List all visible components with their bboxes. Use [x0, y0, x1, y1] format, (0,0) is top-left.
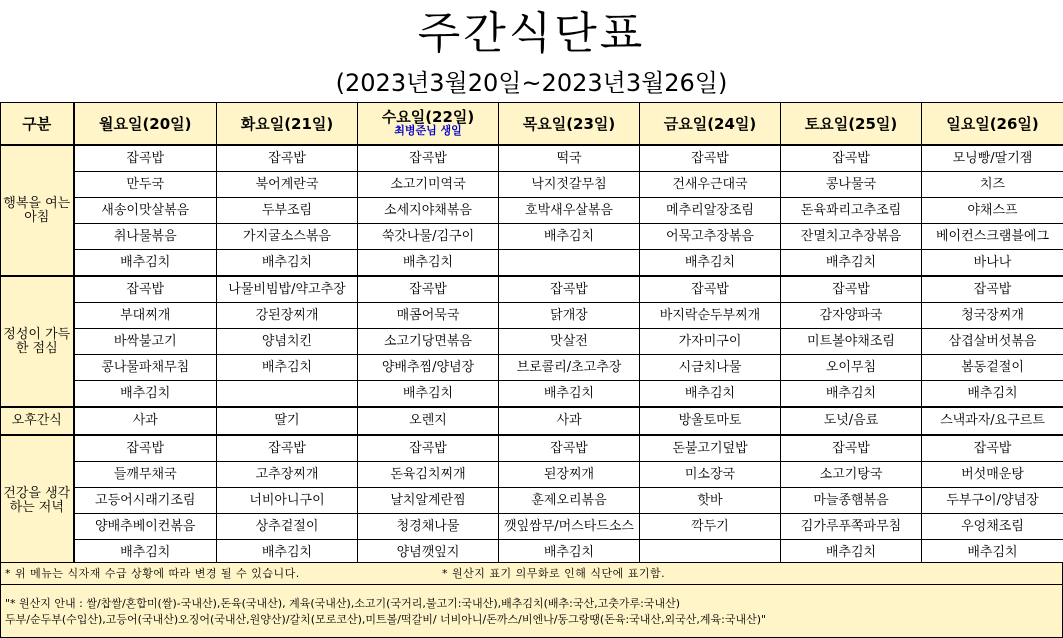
- menu-cell: 배추김치: [781, 250, 922, 277]
- day-header-thu: [499, 103, 640, 146]
- menu-cell: 브로콜리/초고추장: [499, 355, 640, 381]
- day-label: 월요일(20일): [99, 115, 192, 133]
- menu-cell: 양배추찜/양념장: [358, 355, 499, 381]
- menu-cell: 방울토마토: [640, 407, 781, 435]
- menu-cell: 취나물볶음: [74, 224, 217, 250]
- menu-cell: 만두국: [74, 172, 217, 198]
- menu-cell: 나물비빔밥/약고추장: [217, 276, 358, 303]
- menu-cell: 배추김치: [781, 540, 922, 566]
- menu-cell: 잡곡밥: [640, 276, 781, 303]
- menu-cell: 돈육꽈리고추조림: [781, 198, 922, 224]
- menu-cell: 돈불고기덮밥: [640, 435, 781, 462]
- menu-cell: 야채스프: [922, 198, 1063, 224]
- menu-cell: 잡곡밥: [499, 435, 640, 462]
- day-label: 수요일(22일): [382, 108, 475, 126]
- menu-cell: 미소장국: [640, 462, 781, 488]
- menu-cell: 배추김치: [922, 540, 1063, 566]
- menu-cell: 미트볼야채조림: [781, 329, 922, 355]
- menu-cell: 청경채나물: [358, 514, 499, 540]
- menu-cell: 맛살전: [499, 329, 640, 355]
- menu-cell: 잡곡밥: [74, 276, 217, 303]
- menu-cell: 상추겉절이: [217, 514, 358, 540]
- menu-cell: 잡곡밥: [922, 435, 1063, 462]
- menu-cell: 너비아니구이: [217, 488, 358, 514]
- dinner-row: [1, 488, 1063, 514]
- menu-cell: 배추김치: [74, 381, 217, 408]
- menu-cell: 매콤어묵국: [358, 303, 499, 329]
- day-label: 금요일(24일): [664, 115, 757, 133]
- origin-info-line-1: "* 원산지 안내 : 쌀/찹쌀/혼합미(쌀)-국내산),돈육(국내산), 계육(국내산),소고기(국거리,불고기:국내산),배추김치(배추:국산,고춧가루:국내산): [5, 597, 680, 611]
- change-notice: * 위 메뉴는 식자재 수급 상황에 따라 변경 될 수 있습니다.: [5, 567, 300, 581]
- menu-cell: 모닝빵/딸기잼: [922, 145, 1063, 172]
- dinner-label: 건강을 생각하는 저녁: [1, 435, 74, 566]
- notes-box: [0, 562, 1063, 638]
- menu-cell: 배추김치: [358, 381, 499, 408]
- day-label: 화요일(21일): [241, 115, 334, 133]
- menu-cell: 우엉채조림: [922, 514, 1063, 540]
- menu-cell: 핫바: [640, 488, 781, 514]
- lunch-row: [1, 381, 1063, 408]
- menu-cell: 잡곡밥: [358, 435, 499, 462]
- dinner-row: [1, 514, 1063, 540]
- menu-cell: 바나나: [922, 250, 1063, 277]
- menu-cell: 사과: [499, 407, 640, 435]
- menu-cell: 치즈: [922, 172, 1063, 198]
- menu-cell: 고추장찌개: [217, 462, 358, 488]
- menu-cell: 잡곡밥: [781, 145, 922, 172]
- breakfast-row: [1, 198, 1063, 224]
- category-header: 구분: [1, 103, 74, 146]
- menu-cell: 양배추베이컨볶음: [74, 514, 217, 540]
- breakfast-row: [1, 224, 1063, 250]
- menu-cell: 가지굴소스볶음: [217, 224, 358, 250]
- menu-cell: 배추김치: [358, 250, 499, 277]
- menu-cell: 마늘종햄볶음: [781, 488, 922, 514]
- menu-cell: 배추김치: [74, 250, 217, 277]
- menu-cell: 양념깻잎지: [358, 540, 499, 566]
- menu-cell: 된장찌개: [499, 462, 640, 488]
- menu-cell: 호박새우살볶음: [499, 198, 640, 224]
- menu-cell: 삼겹살버섯볶음: [922, 329, 1063, 355]
- origin-notice: * 원산지 표기 의무화로 인해 식단에 표기함.: [442, 567, 665, 581]
- menu-cell: 고등어시래기조림: [74, 488, 217, 514]
- day-label: 일요일(26일): [946, 115, 1039, 133]
- menu-cell: [499, 250, 640, 277]
- menu-cell: 봄동겉절이: [922, 355, 1063, 381]
- menu-cell: 감자양파국: [781, 303, 922, 329]
- menu-cell: 떡국: [499, 145, 640, 172]
- menu-cell: 바지락순두부찌개: [640, 303, 781, 329]
- menu-cell: 잔멸치고추장볶음: [781, 224, 922, 250]
- day-header-tue: [217, 103, 358, 146]
- menu-cell: 콩나물파채무침: [74, 355, 217, 381]
- page-title: 주간식단표: [0, 4, 1063, 64]
- menu-cell: 버섯매운탕: [922, 462, 1063, 488]
- menu-cell: 강된장찌개: [217, 303, 358, 329]
- menu-cell: 훈제오리볶음: [499, 488, 640, 514]
- menu-cell: 오이무침: [781, 355, 922, 381]
- menu-cell: 닭개장: [499, 303, 640, 329]
- menu-cell: 잡곡밥: [358, 276, 499, 303]
- menu-cell: 시금치나물: [640, 355, 781, 381]
- dinner-row: [1, 435, 1063, 462]
- menu-cell: 잡곡밥: [499, 276, 640, 303]
- menu-cell: 쑥갓나물/김구이: [358, 224, 499, 250]
- menu-cell: 새송이맛살볶음: [74, 198, 217, 224]
- menu-cell: 김가루푸쪽파무침: [781, 514, 922, 540]
- menu-cell: 소고기탕국: [781, 462, 922, 488]
- lunch-row: [1, 276, 1063, 303]
- lunch-label: 정성이 가득한 점심: [1, 276, 74, 407]
- menu-cell: 부대찌개: [74, 303, 217, 329]
- lunch-row: [1, 303, 1063, 329]
- menu-cell: 잡곡밥: [74, 435, 217, 462]
- dinner-row: [1, 462, 1063, 488]
- lunch-row: [1, 355, 1063, 381]
- menu-cell: 잡곡밥: [358, 145, 499, 172]
- menu-cell: 배추김치: [922, 381, 1063, 408]
- menu-cell: 어묵고추장볶음: [640, 224, 781, 250]
- menu-cell: 들깨무채국: [74, 462, 217, 488]
- origin-info-line-2: 두부/순두부(수입산),고등어(국내산)오징어(국내산,원양산)/갈치(모로코산),미트볼/떡갈비/ 너비아니/돈까스/비엔나/동그랑땡(돈육:국내산,외국산,계육:국내산)": [5, 613, 766, 627]
- menu-cell: 깍두기: [640, 514, 781, 540]
- menu-cell: 낙지젓갈무침: [499, 172, 640, 198]
- menu-cell: 콩나물국: [781, 172, 922, 198]
- menu-cell: 배추김치: [640, 381, 781, 408]
- menu-cell: 잡곡밥: [922, 276, 1063, 303]
- menu-cell: 깻잎쌈무/머스타드소스: [499, 514, 640, 540]
- breakfast-row: [1, 145, 1063, 172]
- menu-cell: 사과: [74, 407, 217, 435]
- menu-cell: 메추리알장조림: [640, 198, 781, 224]
- weekly-menu-table: [0, 102, 1063, 566]
- day-header-mon: [74, 103, 217, 146]
- menu-cell: 배추김치: [781, 381, 922, 408]
- menu-cell: 날치알계란찜: [358, 488, 499, 514]
- day-header-sun: [922, 103, 1063, 146]
- menu-cell: 오렌지: [358, 407, 499, 435]
- lunch-row: [1, 329, 1063, 355]
- menu-cell: 배추김치: [499, 381, 640, 408]
- header-row: [1, 103, 1063, 146]
- menu-cell: 건새우근대국: [640, 172, 781, 198]
- menu-cell: 도넛/음료: [781, 407, 922, 435]
- menu-cell: 소세지야채볶음: [358, 198, 499, 224]
- menu-cell: 딸기: [217, 407, 358, 435]
- notes-divider: [1, 584, 1062, 585]
- breakfast-row: [1, 250, 1063, 277]
- menu-cell: 잡곡밥: [217, 435, 358, 462]
- menu-cell: 소고기당면볶음: [358, 329, 499, 355]
- day-header-wed: [358, 103, 499, 146]
- menu-cell: 잡곡밥: [781, 276, 922, 303]
- snack-row: [1, 407, 1063, 435]
- breakfast-row: [1, 172, 1063, 198]
- menu-cell: 바싹불고기: [74, 329, 217, 355]
- day-label: 토요일(25일): [805, 115, 898, 133]
- date-range: (2023년3월20일~2023년3월26일): [0, 66, 1063, 100]
- menu-cell: 두부구이/양념장: [922, 488, 1063, 514]
- menu-cell: 청국장찌개: [922, 303, 1063, 329]
- menu-cell: 배추김치: [217, 355, 358, 381]
- menu-cell: 배추김치: [499, 540, 640, 566]
- menu-cell: 배추김치: [499, 224, 640, 250]
- menu-cell: 잡곡밥: [74, 145, 217, 172]
- menu-cell: 잡곡밥: [781, 435, 922, 462]
- menu-cell: 소고기미역국: [358, 172, 499, 198]
- menu-cell: 양념치킨: [217, 329, 358, 355]
- day-header-sat: [781, 103, 922, 146]
- menu-cell: 스낵과자/요구르트: [922, 407, 1063, 435]
- menu-cell: 베이컨스크램블에그: [922, 224, 1063, 250]
- menu-cell: 가자미구이: [640, 329, 781, 355]
- menu-cell: 잡곡밥: [217, 145, 358, 172]
- menu-cell: 북어계란국: [217, 172, 358, 198]
- menu-cell: [217, 381, 358, 408]
- menu-cell: 배추김치: [217, 540, 358, 566]
- day-label: 목요일(23일): [523, 115, 616, 133]
- menu-cell: 두부조림: [217, 198, 358, 224]
- menu-cell: 배추김치: [74, 540, 217, 566]
- menu-cell: 배추김치: [217, 250, 358, 277]
- menu-table-body: [1, 103, 1063, 566]
- menu-cell: 잡곡밥: [640, 145, 781, 172]
- day-header-fri: [640, 103, 781, 146]
- snack-label: 오후간식: [1, 407, 74, 435]
- birthday-note: 최병준님 생일: [358, 124, 498, 137]
- menu-cell: 배추김치: [640, 250, 781, 277]
- menu-cell: 돈육김치찌개: [358, 462, 499, 488]
- breakfast-label: 행복을 여는 아침: [1, 145, 74, 276]
